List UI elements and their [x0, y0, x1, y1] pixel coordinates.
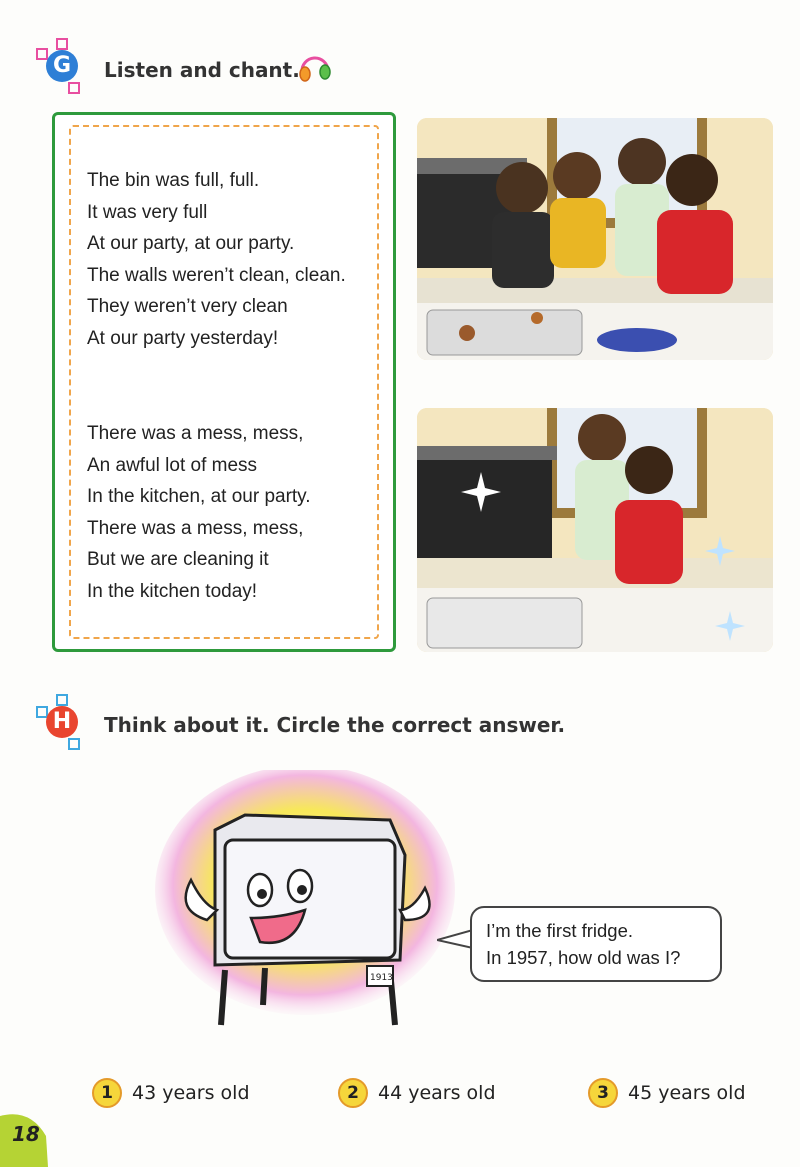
chant-line: The walls weren’t clean, clean.: [87, 264, 346, 286]
answer-number: 1: [92, 1078, 122, 1108]
speech-bubble-tail: [437, 928, 473, 952]
section-g-badge: [32, 36, 94, 98]
chant-line: They weren’t very clean: [87, 296, 288, 317]
chant-line: The bin was full, full.: [87, 170, 260, 191]
chant-line: At our party yesterday!: [87, 327, 279, 349]
answer-text: 45 years old: [628, 1082, 746, 1104]
answer-text: 44 years old: [378, 1082, 496, 1104]
clean-kitchen-illustration: [417, 408, 773, 652]
answer-number: 2: [338, 1078, 368, 1108]
chant-line: There was a mess, mess,: [87, 517, 304, 539]
section-g-letter: G: [46, 50, 78, 82]
speech-bubble: [470, 906, 722, 982]
fridge-label: 1913: [370, 973, 393, 983]
section-h-letter: H: [46, 706, 78, 738]
messy-kitchen-illustration: [417, 118, 773, 360]
chant-line: In the kitchen today!: [87, 580, 258, 602]
headphones-icon: [296, 50, 334, 84]
chant-stanza-2: [87, 418, 311, 607]
section-h-instruction: Think about it. Circle the correct answer.: [104, 713, 566, 737]
section-g-instruction: Listen and chant.: [104, 58, 300, 82]
speech-line-1: I’m the first fridge.: [486, 920, 634, 941]
chant-line: There was a mess, mess,: [87, 423, 304, 444]
chant-line: But we are cleaning it: [87, 549, 269, 570]
answer-option-1[interactable]: [92, 1076, 250, 1110]
section-h-badge: [32, 692, 94, 754]
chant-box: [52, 112, 396, 652]
fridge-illustration: [155, 770, 465, 1040]
page-number: 18: [12, 1122, 40, 1146]
answer-option-2[interactable]: [338, 1076, 496, 1110]
speech-line-2: In 1957, how old was I?: [486, 947, 681, 968]
chant-stanza-1: [87, 165, 346, 354]
answer-text: 43 years old: [132, 1082, 250, 1104]
chant-line: An awful lot of mess: [87, 454, 258, 476]
chant-line: In the kitchen, at our party.: [87, 486, 311, 507]
answer-option-3[interactable]: [588, 1076, 746, 1110]
chant-line: At our party, at our party.: [87, 233, 295, 254]
answer-number: 3: [588, 1078, 618, 1108]
chant-line: It was very full: [87, 201, 208, 223]
